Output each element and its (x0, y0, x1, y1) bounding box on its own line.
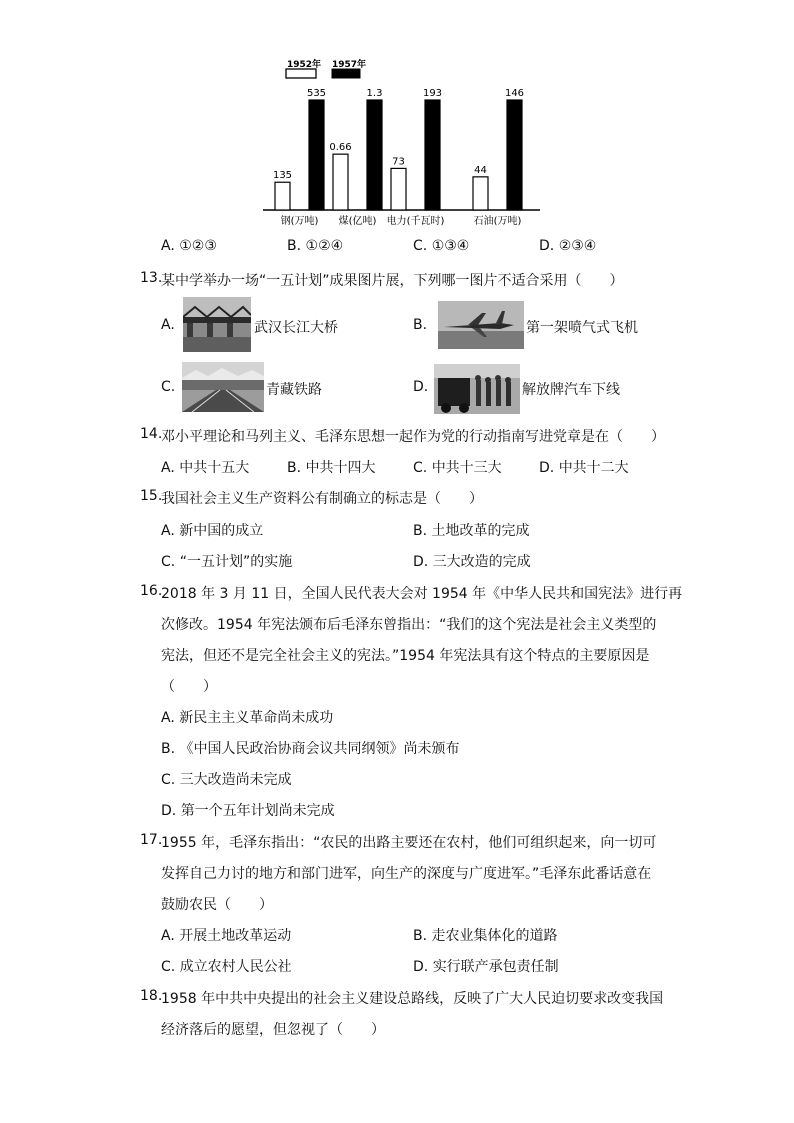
q14-option-d[interactable] (539, 457, 629, 477)
bar-1952-0 (275, 182, 290, 210)
option-label: D. (413, 554, 429, 570)
q14-option-a[interactable] (161, 457, 249, 477)
question-stem-line-2: 发挥自己力讨的地方和部门进军，向生产的深度与广度进军。”毛泽东此番话意在 (161, 866, 652, 882)
q14-option-c[interactable] (413, 457, 502, 477)
option-label: A. (161, 523, 175, 539)
q13-option-c-label[interactable]: C. (161, 379, 176, 395)
bar-chart-svg (255, 55, 545, 230)
q15-option-d[interactable] (413, 551, 531, 571)
bar-1957-3 (507, 100, 522, 210)
q17-option-b[interactable] (413, 925, 558, 945)
question-stem-line-4: （ ） (161, 679, 217, 695)
bridge-photo (183, 297, 251, 352)
q12-option-d[interactable] (539, 238, 596, 254)
question-stem-line-3: 宪法，但还不是完全社会主义的宪法。”1954 年宪法具有这个特点的主要原因是 (161, 648, 650, 664)
bar-1952-3 (473, 177, 488, 210)
q14-option-b[interactable] (287, 457, 376, 477)
q12-option-c[interactable] (413, 238, 469, 254)
q16-option-a[interactable] (161, 707, 333, 727)
option-text: 新民主主义革命尚未成功 (179, 710, 334, 726)
question-stem: 邓小平理论和马列主义、毛泽东思想一起作为党的行动指南写进党章是在（ ） (161, 429, 665, 445)
legend-swatch-1952 (286, 69, 316, 78)
question-stem-line-2: 次修改。1954 年宪法颁布后毛泽东曾指出：“我们的这个宪法是社会主义类型的 (161, 617, 657, 633)
data-label: 146 (504, 88, 525, 99)
data-label: 535 (306, 88, 327, 99)
bar-1957-0 (309, 100, 324, 210)
q16-option-b[interactable] (161, 738, 460, 758)
option-label: D. (161, 803, 177, 819)
option-label: C. (161, 772, 176, 788)
option-label: A. (161, 710, 175, 726)
option-label: B. (287, 460, 302, 476)
question-number: 16. (140, 583, 163, 599)
question-number: 17. (140, 832, 163, 848)
q15-option-a[interactable] (161, 520, 263, 540)
q13-option-b-label[interactable]: B. (413, 317, 428, 333)
legend-label-1957: 1957年 (332, 60, 367, 70)
option-label: D. (413, 959, 429, 975)
legend-label-1952: 1952年 (287, 60, 322, 70)
truck-photo (434, 364, 520, 414)
question-number: 13. (140, 270, 163, 286)
option-label: C. (161, 959, 176, 975)
option-label: A. (161, 928, 175, 944)
option-text: 成立农村人民公社 (179, 959, 292, 975)
option-label: B. (161, 741, 176, 757)
option-text: 三大改造的完成 (432, 554, 531, 570)
option-label: D. (539, 238, 555, 254)
q16-option-d[interactable] (161, 800, 335, 820)
question-number: 18. (140, 988, 163, 1004)
option-text: 开展土地改革运动 (179, 928, 292, 944)
q15-option-c[interactable] (161, 551, 292, 571)
bar-chart (255, 55, 545, 230)
x-tick-label: 煤(亿吨) (338, 216, 377, 227)
option-label: C. (161, 554, 176, 570)
data-label: 1.3 (366, 88, 383, 99)
data-label: 73 (392, 156, 405, 168)
q13-option-d-label[interactable]: D. (413, 379, 429, 395)
option-label: B. (413, 523, 428, 539)
q13-option-b-text[interactable]: 第一架喷气式飞机 (526, 320, 638, 336)
option-label: A. (161, 238, 175, 254)
option-label: B. (287, 238, 302, 254)
option-text: ①②④ (305, 238, 344, 254)
bar-1957-1 (367, 100, 382, 210)
q13-option-a-text[interactable]: 武汉长江大桥 (254, 320, 338, 336)
option-text: 中共十五大 (179, 460, 250, 476)
legend-swatch-1957 (332, 69, 360, 78)
data-label: 44 (474, 164, 487, 176)
option-label: D. (539, 460, 555, 476)
x-tick-label: 电力(千瓦时) (386, 216, 445, 227)
option-text: 走农业集体化的道路 (431, 928, 558, 944)
railway-photo (182, 362, 264, 412)
q16-option-c[interactable] (161, 769, 292, 789)
q17-option-d[interactable] (413, 956, 559, 976)
data-label: 135 (272, 170, 293, 182)
q15-option-b[interactable] (413, 520, 530, 540)
q13-option-a-label[interactable]: A. (161, 317, 175, 333)
option-label: C. (413, 238, 428, 254)
question-stem-line-1: 2018 年 3 月 11 日，全国人民代表大会对 1954 年《中华人民共和国宪法》进行再 (161, 586, 683, 602)
bar-1952-2 (391, 168, 406, 210)
option-label: B. (413, 928, 428, 944)
option-text: ②③④ (558, 238, 597, 254)
q12-option-b[interactable] (287, 238, 343, 254)
bar-1952-1 (333, 154, 348, 210)
question-stem-line-3: 鼓励农民（ ） (161, 897, 273, 913)
x-tick-label: 钢(万吨) (280, 216, 319, 227)
question-stem-line-2: 经济落后的愿望，但忽视了（ ） (161, 1022, 385, 1038)
option-text: ①③④ (431, 238, 470, 254)
option-label: A. (161, 460, 175, 476)
question-stem: 某中学举办一场“一五计划”成果图片展，下列哪一图片不适合采用（ ） (161, 273, 624, 289)
option-text: 中共十二大 (558, 460, 629, 476)
option-text: 土地改革的完成 (431, 523, 530, 539)
option-text: 中共十三大 (431, 460, 502, 476)
q13-option-c-text[interactable]: 青藏铁路 (266, 382, 322, 398)
question-stem: 我国社会主义生产资料公有制确立的标志是（ ） (161, 491, 483, 507)
option-text: ①②③ (179, 238, 217, 254)
x-tick-label: 石油(万吨) (473, 216, 522, 227)
question-stem-line-1: 1958 年中共中央提出的社会主义建设总路线，反映了广大人民迫切要求改变我国 (161, 991, 664, 1007)
option-text: 第一个五年计划尚未完成 (180, 803, 335, 819)
q17-option-c[interactable] (161, 956, 292, 976)
question-number: 15. (140, 488, 163, 504)
jet-plane-photo (438, 301, 524, 349)
option-text: 中共十四大 (305, 460, 376, 476)
option-text: 《中国人民政治协商会议共同纲领》尚未颁布 (179, 741, 460, 757)
q12-option-a[interactable] (161, 238, 217, 254)
question-number: 14. (140, 426, 163, 442)
question-stem-line-1: 1955 年，毛泽东指出：“农民的出路主要还在农村，他们可组织起来，向一切可 (161, 835, 657, 851)
data-label: 193 (422, 88, 443, 99)
q13-option-d-text[interactable]: 解放牌汽车下线 (522, 382, 620, 398)
option-text: “一五计划”的实施 (179, 554, 293, 570)
bar-1957-2 (425, 100, 440, 210)
q17-option-a[interactable] (161, 925, 291, 945)
option-text: 新中国的成立 (179, 523, 264, 539)
data-label: 0.66 (329, 142, 352, 154)
option-text: 实行联产承包责任制 (432, 959, 559, 975)
option-label: C. (413, 460, 428, 476)
option-text: 三大改造尚未完成 (179, 772, 292, 788)
